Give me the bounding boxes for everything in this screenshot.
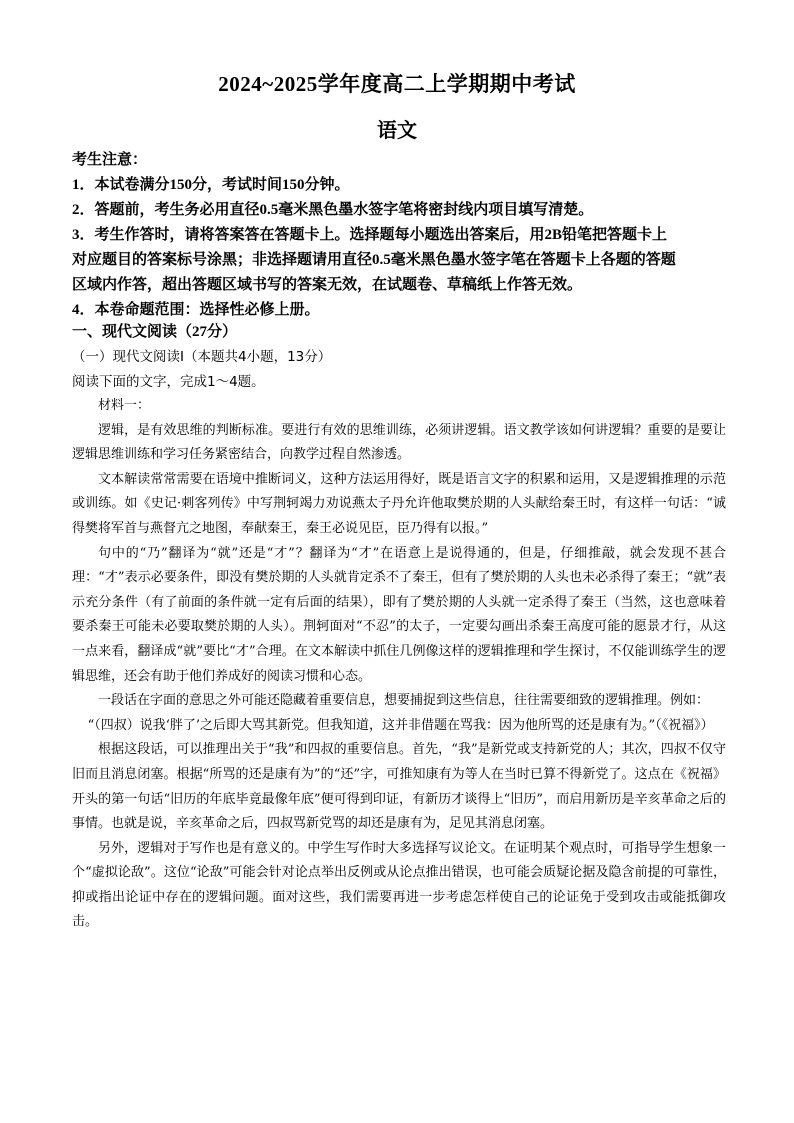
reading-passage bbox=[72, 394, 726, 935]
notice-item: 4．本卷命题范围：选择性必修上册。 bbox=[72, 302, 320, 318]
candidate-notice bbox=[72, 148, 732, 323]
passage-paragraph: 根据这段话，可以推理出关于“我”和四叔的重要信息。首先，“我”是新党或支持新党的人；其次，四叔不仅守旧而且消息闭塞。根据“所骂的还是康有为”的“还”字，可推知康有为等人在当时已算不得新党了。这点在《祝福》开头的第一句话“旧历的年底毕竟最像年底”便可得到印证，有新历才谈得上“旧历”，而启用新历是辛亥革命之后的事情。也就是说，辛亥革命之后，四叔骂新党骂的却还是康有为，足见其消息闭塞。 bbox=[72, 742, 726, 832]
subject-title: 语文 bbox=[377, 120, 417, 142]
notice-heading: 考生注意： bbox=[72, 152, 148, 168]
notice-item: 2．答题前，考生务必用直径0.5毫米黑色墨水签字笔将密封线内项目填写清楚。 bbox=[72, 202, 594, 218]
notice-item: 3．考生作答时，请将答案答在答题卡上。选择题每小题选出答案后，用2B铅笔把答题卡上 bbox=[72, 227, 668, 243]
passage-paragraph: 另外，逻辑对于写作也是有意义的。中学生写作时大多选择写议论文。在证明某个观点时，可指导学生想象一个“虚拟论敌”。这位“论敌”可能会针对论点举出反例或从论点推出错误，也可能会质疑论据及隐含前提的可靠性，抑或指出论证中存在的逻辑问题。面对这些，我们需要再进一步考虑怎样使自己的论证免于受到攻击或能抵御攻击。 bbox=[72, 840, 726, 930]
passage-paragraph: 逻辑，是有效思维的判断标准。要进行有效的思维训练，必须讲逻辑。语文教学该如何讲逻辑？重要的是要让逻辑思维训练和学习任务紧密结合，向教学过程自然渗透。 bbox=[72, 422, 726, 463]
notice-item: 区域内作答，超出答题区域书写的答案无效，在试题卷、草稿纸上作答无效。 bbox=[72, 277, 583, 293]
passage-paragraph: 一段话在字面的意思之外可能还隐藏着重要信息，想要捕捉到这些信息，往往需要细致的逻辑推理。例如： bbox=[98, 693, 710, 709]
subsection-heading: （一）现代文阅读Ⅰ（本题共4小题，13分） bbox=[72, 349, 332, 365]
passage-paragraph: 文本解读常常需要在语境中推断词义，这种方法运用得好，既是语言文字的积累和运用，又是逻辑推理的示范或训练。如《史记·刺客列传》中写荆轲竭力劝说燕太子丹允许他取樊於期的人头献给秦王时，有这样一句话：“诚得樊将军首与燕督亢之地图，奉献秦王，秦王必说见臣，臣乃得有以报。” bbox=[72, 471, 726, 536]
passage-label: 材料一： bbox=[98, 398, 151, 413]
passage-paragraph: 句中的“乃”翻译为“就”还是“才”？翻译为“才”在语意上是说得通的，但是，仔细推敲，就会发现不甚合理：“才”表示必要条件，即没有樊於期的人头就肯定杀不了秦王，但有了樊於期的人头也未必杀得了秦王；“就”表示充分条件（有了前面的条件就一定有后面的结果），即有了樊於期的人头就一定杀得了秦王（当然，这也意味着要杀秦王可能未必要取樊於期的人头）。荆轲面对“不忍”的太子，一定要勾画出杀秦王高度可能的愿景才行，从这一点来看，翻译成“就”要比“才”合理。在文本解读中抓住几例像这样的逻辑推理和学生探讨，不仅能训练学生的逻辑思维，还会有助于他们养成好的阅读习惯和心态。 bbox=[72, 545, 726, 684]
section-heading: 一、现代文阅读（27分） bbox=[72, 324, 238, 340]
notice-item: 对应题目的答案标号涂黑；非选择题请用直径0.5毫米黑色墨水签字笔在答题卡上各题的答题 bbox=[72, 252, 676, 268]
exam-title: 2024~2025学年度高二上学期期中考试 bbox=[218, 72, 576, 96]
notice-item: 1．本试卷满分150分，考试时间150分钟。 bbox=[72, 177, 350, 193]
passage-quote: “（四叔）说我‘胖了’之后即大骂其新党。但我知道，这并非借题在骂我：因为他所骂的还是康有为。”（《祝福》） bbox=[87, 717, 714, 733]
reading-instruction: 阅读下面的文字，完成1～4题。 bbox=[72, 374, 265, 390]
